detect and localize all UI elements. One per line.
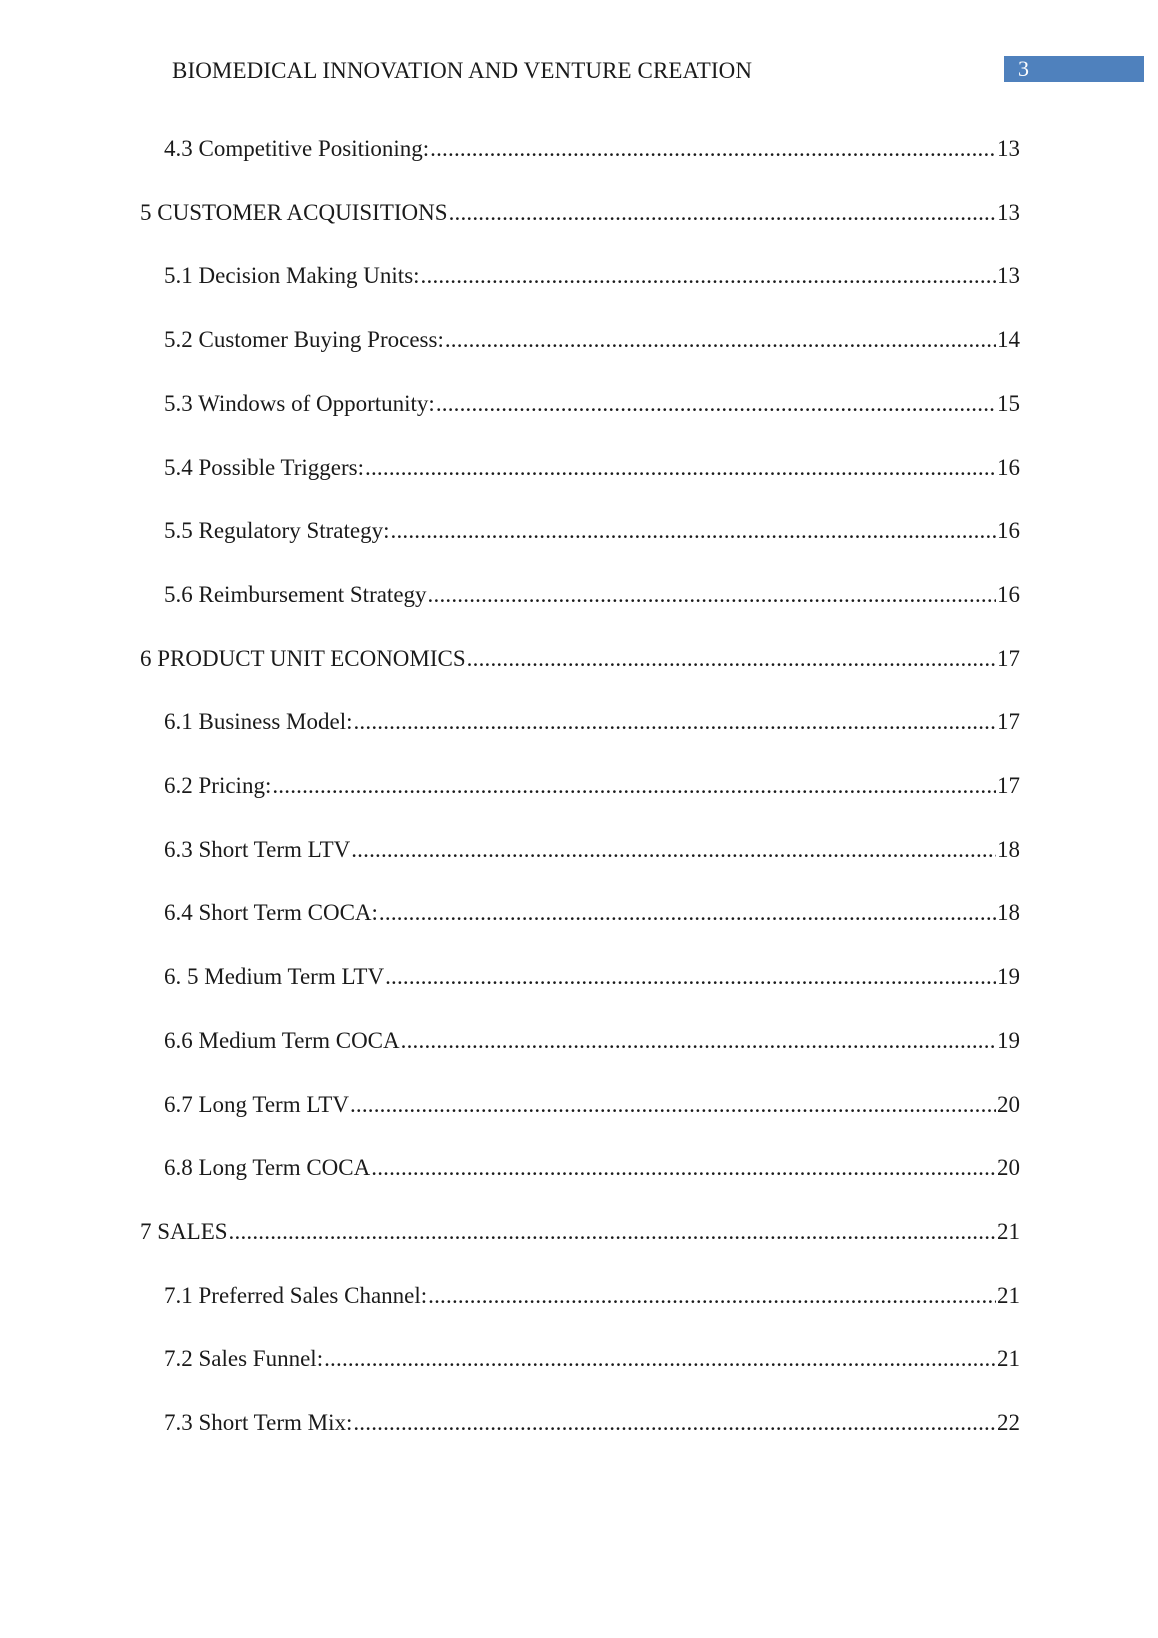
toc-entry-page: 19 [997,1027,1020,1053]
toc-entry-page: 20 [997,1091,1020,1117]
toc-entry[interactable] [164,771,1020,801]
toc-entry[interactable] [164,580,1020,610]
toc-entry-page: 21 [997,1346,1020,1372]
toc-entry[interactable] [164,1090,1020,1120]
toc-dot-leader [371,1153,996,1183]
toc-dot-leader [436,389,996,419]
toc-entry-label: 7.2 Sales Funnel: [164,1346,324,1372]
toc-entry[interactable] [164,516,1020,546]
toc-entry[interactable] [164,1281,1020,1311]
toc-entry-page: 17 [997,709,1020,735]
toc-entry-label: 7.3 Short Term Mix: [164,1410,353,1435]
toc-entry-label: 4.3 Competitive Positioning: [164,136,430,161]
toc-dot-leader [391,516,997,546]
toc-entry-page: 21 [997,1282,1020,1308]
toc-entry-label: 6 PRODUCT UNIT ECONOMICS [140,645,466,671]
page-header [0,54,1158,84]
toc-entry-page: 13 [997,263,1020,289]
toc-dot-leader [350,1090,996,1120]
toc-entry[interactable] [164,1153,1020,1183]
toc-dot-leader [421,261,996,291]
toc-entry[interactable] [164,134,1020,164]
toc-entry[interactable] [164,835,1020,865]
toc-entry-label: 5.5 Regulatory Strategy: [164,518,390,544]
toc-entry[interactable] [164,1026,1020,1056]
toc-entry-page: 22 [997,1410,1020,1435]
toc-entry-label: 5.6 Reimbursement Strategy [164,581,427,607]
toc-entry-page: 14 [997,327,1020,353]
toc-entry[interactable] [164,261,1020,291]
toc-entry-page: 16 [997,518,1020,544]
toc-entry[interactable] [164,1408,1020,1438]
toc-entry-label: 6.2 Pricing: [164,773,272,798]
toc-dot-leader [324,1344,996,1374]
toc-entry-page: 16 [997,454,1020,480]
toc-entry-page: 20 [997,1155,1020,1181]
toc-entry[interactable] [164,453,1020,483]
toc-entry[interactable] [140,198,1020,228]
toc-entry-label: 7 SALES [140,1218,228,1244]
page-number-badge: 3 [1004,56,1144,82]
toc-dot-leader [351,835,996,865]
toc-entry-label: 6.6 Medium Term COCA [164,1027,400,1053]
toc-entry-page: 16 [997,581,1020,607]
toc-entry-label: 6. 5 Medium Term LTV [164,964,385,990]
toc-dot-leader [353,1408,996,1438]
toc-entry-label: 6.1 Business Model: [164,709,353,735]
toc-entry-label: 6.8 Long Term COCA [164,1155,371,1181]
toc-entry-page: 21 [997,1218,1020,1244]
toc-entry-page: 18 [997,900,1020,926]
toc-entry-label: 5.4 Possible Triggers: [164,454,365,480]
toc-dot-leader [401,1026,996,1056]
toc-entry[interactable] [164,325,1020,355]
toc-dot-leader [445,325,996,355]
toc-entry-page: 17 [997,773,1020,798]
running-head-title: BIOMEDICAL INNOVATION AND VENTURE CREATION [172,58,753,83]
toc-entry-label: 6.4 Short Term COCA: [164,900,378,926]
toc-dot-leader [467,644,996,674]
toc-entry-label: 5 CUSTOMER ACQUISITIONS [140,199,448,225]
toc-entry-label: 6.7 Long Term LTV [164,1091,349,1117]
toc-entry[interactable] [164,707,1020,737]
toc-dot-leader [353,707,996,737]
toc-entry-label: 5.2 Customer Buying Process: [164,327,444,353]
toc-dot-leader [229,1217,996,1247]
toc-dot-leader [365,453,996,483]
toc-entry-page: 15 [997,390,1020,416]
toc-entry-label: 7.1 Preferred Sales Channel: [164,1282,428,1308]
toc-entry[interactable] [140,644,1020,674]
toc-entry-page: 17 [997,645,1020,671]
toc-dot-leader [430,134,996,164]
toc-dot-leader [449,198,996,228]
toc-entry-page: 18 [997,836,1020,862]
toc-entry-page: 19 [997,964,1020,990]
toc-entry[interactable] [164,962,1020,992]
toc-entry[interactable] [140,1217,1020,1247]
toc-dot-leader [385,962,996,992]
toc-entry[interactable] [164,1344,1020,1374]
toc-dot-leader [428,1281,996,1311]
toc-dot-leader [379,898,996,928]
toc-entry-label: 6.3 Short Term LTV [164,836,351,862]
toc-entry-label: 5.1 Decision Making Units: [164,263,420,289]
toc-entry[interactable] [164,389,1020,419]
toc-dot-leader [428,580,996,610]
toc-dot-leader [272,771,996,801]
toc-entry-label: 5.3 Windows of Opportunity: [164,390,435,416]
toc-entry-page: 13 [997,199,1020,225]
toc-entry-page: 13 [997,136,1020,161]
toc-entry[interactable] [164,898,1020,928]
